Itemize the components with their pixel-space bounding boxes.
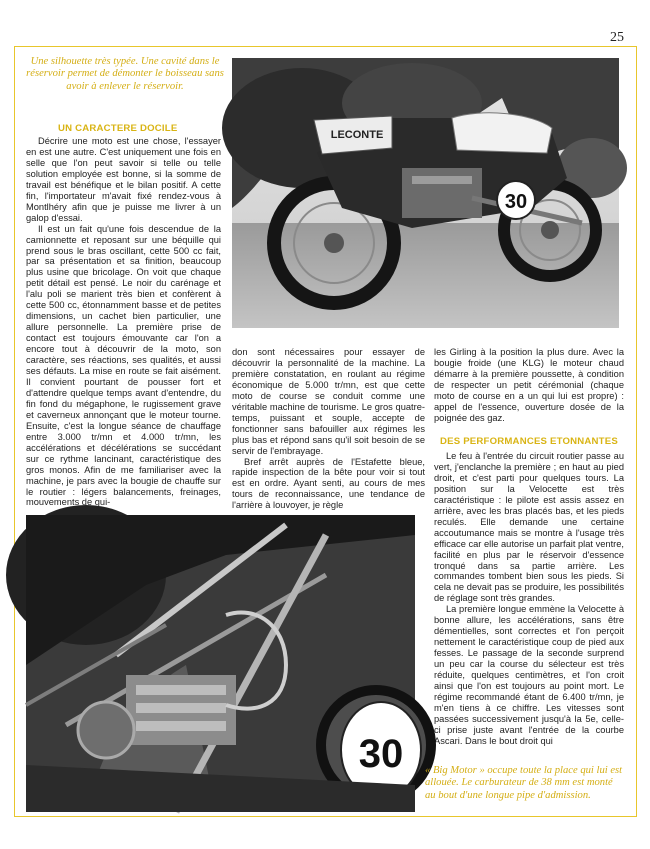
section-heading: UN CARACTERE DOCILE bbox=[58, 123, 178, 134]
paragraph: Il est un fait qu'une fois descendue de la camionnette et reposant sur une béquille qui prend sous le bras oscillant, cette 500 cc fait, par sa présentation et sa finition, beaucoup plus usine que bricolage. On voit que chaque petit détail est pensé. Le noir du carénage et l'alu poli se marient très bien et confèrent à cette 500 cc, étonnamment basse et de petites dimensions, un cachet bien particulier, une allure personnelle. La première prise de contact est toujours émouvante car l'on a encore tout à découvrir de la moto, son caractère, ses réactions, ses qualités, et aussi ses défauts. La mise en route se fait aisément. Il convient pourtant de pousser fort et d'attendre quelque temps avant d'entendre, du fin fond du mégaphone, le rugissement grave et caverneux annonçant que le moteur tourne. Ensuite, c'est la longue séance de chauffage entre 3.000 tr/mn et 4.000 tr/mn, les accélérations et décélérations se succédant sur ce rythme lancinant, caractéristique des gros monos. Afin de me familiariser avec la machine, je pars avec la bougie de chauffe sur le routier : légers balancements, freinages, mouvements de gui- bbox=[26, 223, 221, 508]
page-number: 25 bbox=[610, 30, 624, 45]
paragraph: Décrire une moto est une chose, l'essayer en est une autre. C'est uniquement une fois en selle que l'on peut savoir si telle ou telle solution employée est bonne, si la somme de travail est bénéfique et le bilan positif. A cette fin, l'importateur m'avait fixé rendez-vous à Montlhéry afin que je puisse me livrer à un galop d'essai. bbox=[26, 136, 221, 223]
paragraph: don sont nécessaires pour essayer de découvrir la personnalité de la machine. La première constatation, en roulant au régime économique de 5.000 tr/mn, est que cette moto de course se conduit comme une véritable machine de tourisme. Le gros quatre-temps, puissant et souple, accepte de fonctionner sans bafouiller aux régimes les plus bas et répond sans qu'il soit besoin de se servir de l'embrayage. bbox=[232, 347, 425, 456]
race-number: 30 bbox=[358, 732, 404, 776]
column-2 bbox=[232, 347, 425, 511]
photo-caption-top: Une silhouette très typée. Une cavité dans le réservoir permet de démonter le boisseau sans avoir à enlever le réservoir. bbox=[26, 56, 224, 92]
column-3 bbox=[434, 451, 624, 764]
motorcycle-side-photo bbox=[232, 58, 619, 328]
paragraph: Bref arrêt auprès de l'Estafette bleue, rapide inspection de la bête pour voir si tout est en ordre. Ayant senti, au cours de mes tours de reconnaissance, une tendance de l'arrière à louvoyer, je règle bbox=[232, 456, 425, 511]
column-3-top bbox=[434, 347, 624, 433]
fairing-text: LECONTE bbox=[330, 129, 384, 141]
paragraph: La première longue emmène la Velocette à bonne allure, les accélérations, sans être démentielles, sont correctes et l'on perçoit nettement le caractéristique coup de pied aux fesses. Le passage de la seconde surprend un peu car la course du sélecteur est très réduite, quelques centimètres, et l'on croit ainsi que l'on est toujours au point mort. Le régime recommandé étant de 6.400 tr/mn, je m'en tiens à ce chiffre. Les vitesses sont passées successivement jusqu'à la 5e, celle-ci prise juste avant l'entrée de la courbe Ascari. Dans le bout droit qui bbox=[434, 604, 624, 746]
engine-closeup-photo bbox=[26, 515, 415, 812]
section-heading: DES PERFORMANCES ETONNANTES bbox=[440, 436, 618, 447]
paragraph: Le feu à l'entrée du circuit routier passe au vert, j'enclanche la première ; en haut au pied droit, et c'est parti pour quelques tours. La position sur la Velocette est très caractéristique : le pilote est assis assez en arrière, avec les bras placés bas, et les pieds reculés. Elle demande une certaine accoutumance mais se montre à l'usage très efficace car elle autorise un parfait plat ventre, facilité en plus par le réservoir d'essence tronqué dans sa partie arrière. Les commandes tombent bien sous les pieds. Si cela ne devait pas se produire, les possibilités de réglage sont très grandes. bbox=[434, 451, 625, 604]
paragraph: les Girling à la position la plus dure. Avec la bougie froide (une KLG) le moteur chaud démarre à la première poussette, à condition de respecter un petit cérémonial (chaque moto de course en a un qui lui est propre) : appel de l'essence, ouverture dosée de la poignée des gaz. bbox=[434, 347, 624, 423]
column-1 bbox=[26, 136, 221, 531]
photo-caption-bottom: « Big Motor » occupe toute la place qui lui est allouée. Le carburateur de 38 mm est monté au bout d'une longue pipe d'admission. bbox=[425, 765, 623, 801]
race-number: 30 bbox=[504, 191, 528, 213]
